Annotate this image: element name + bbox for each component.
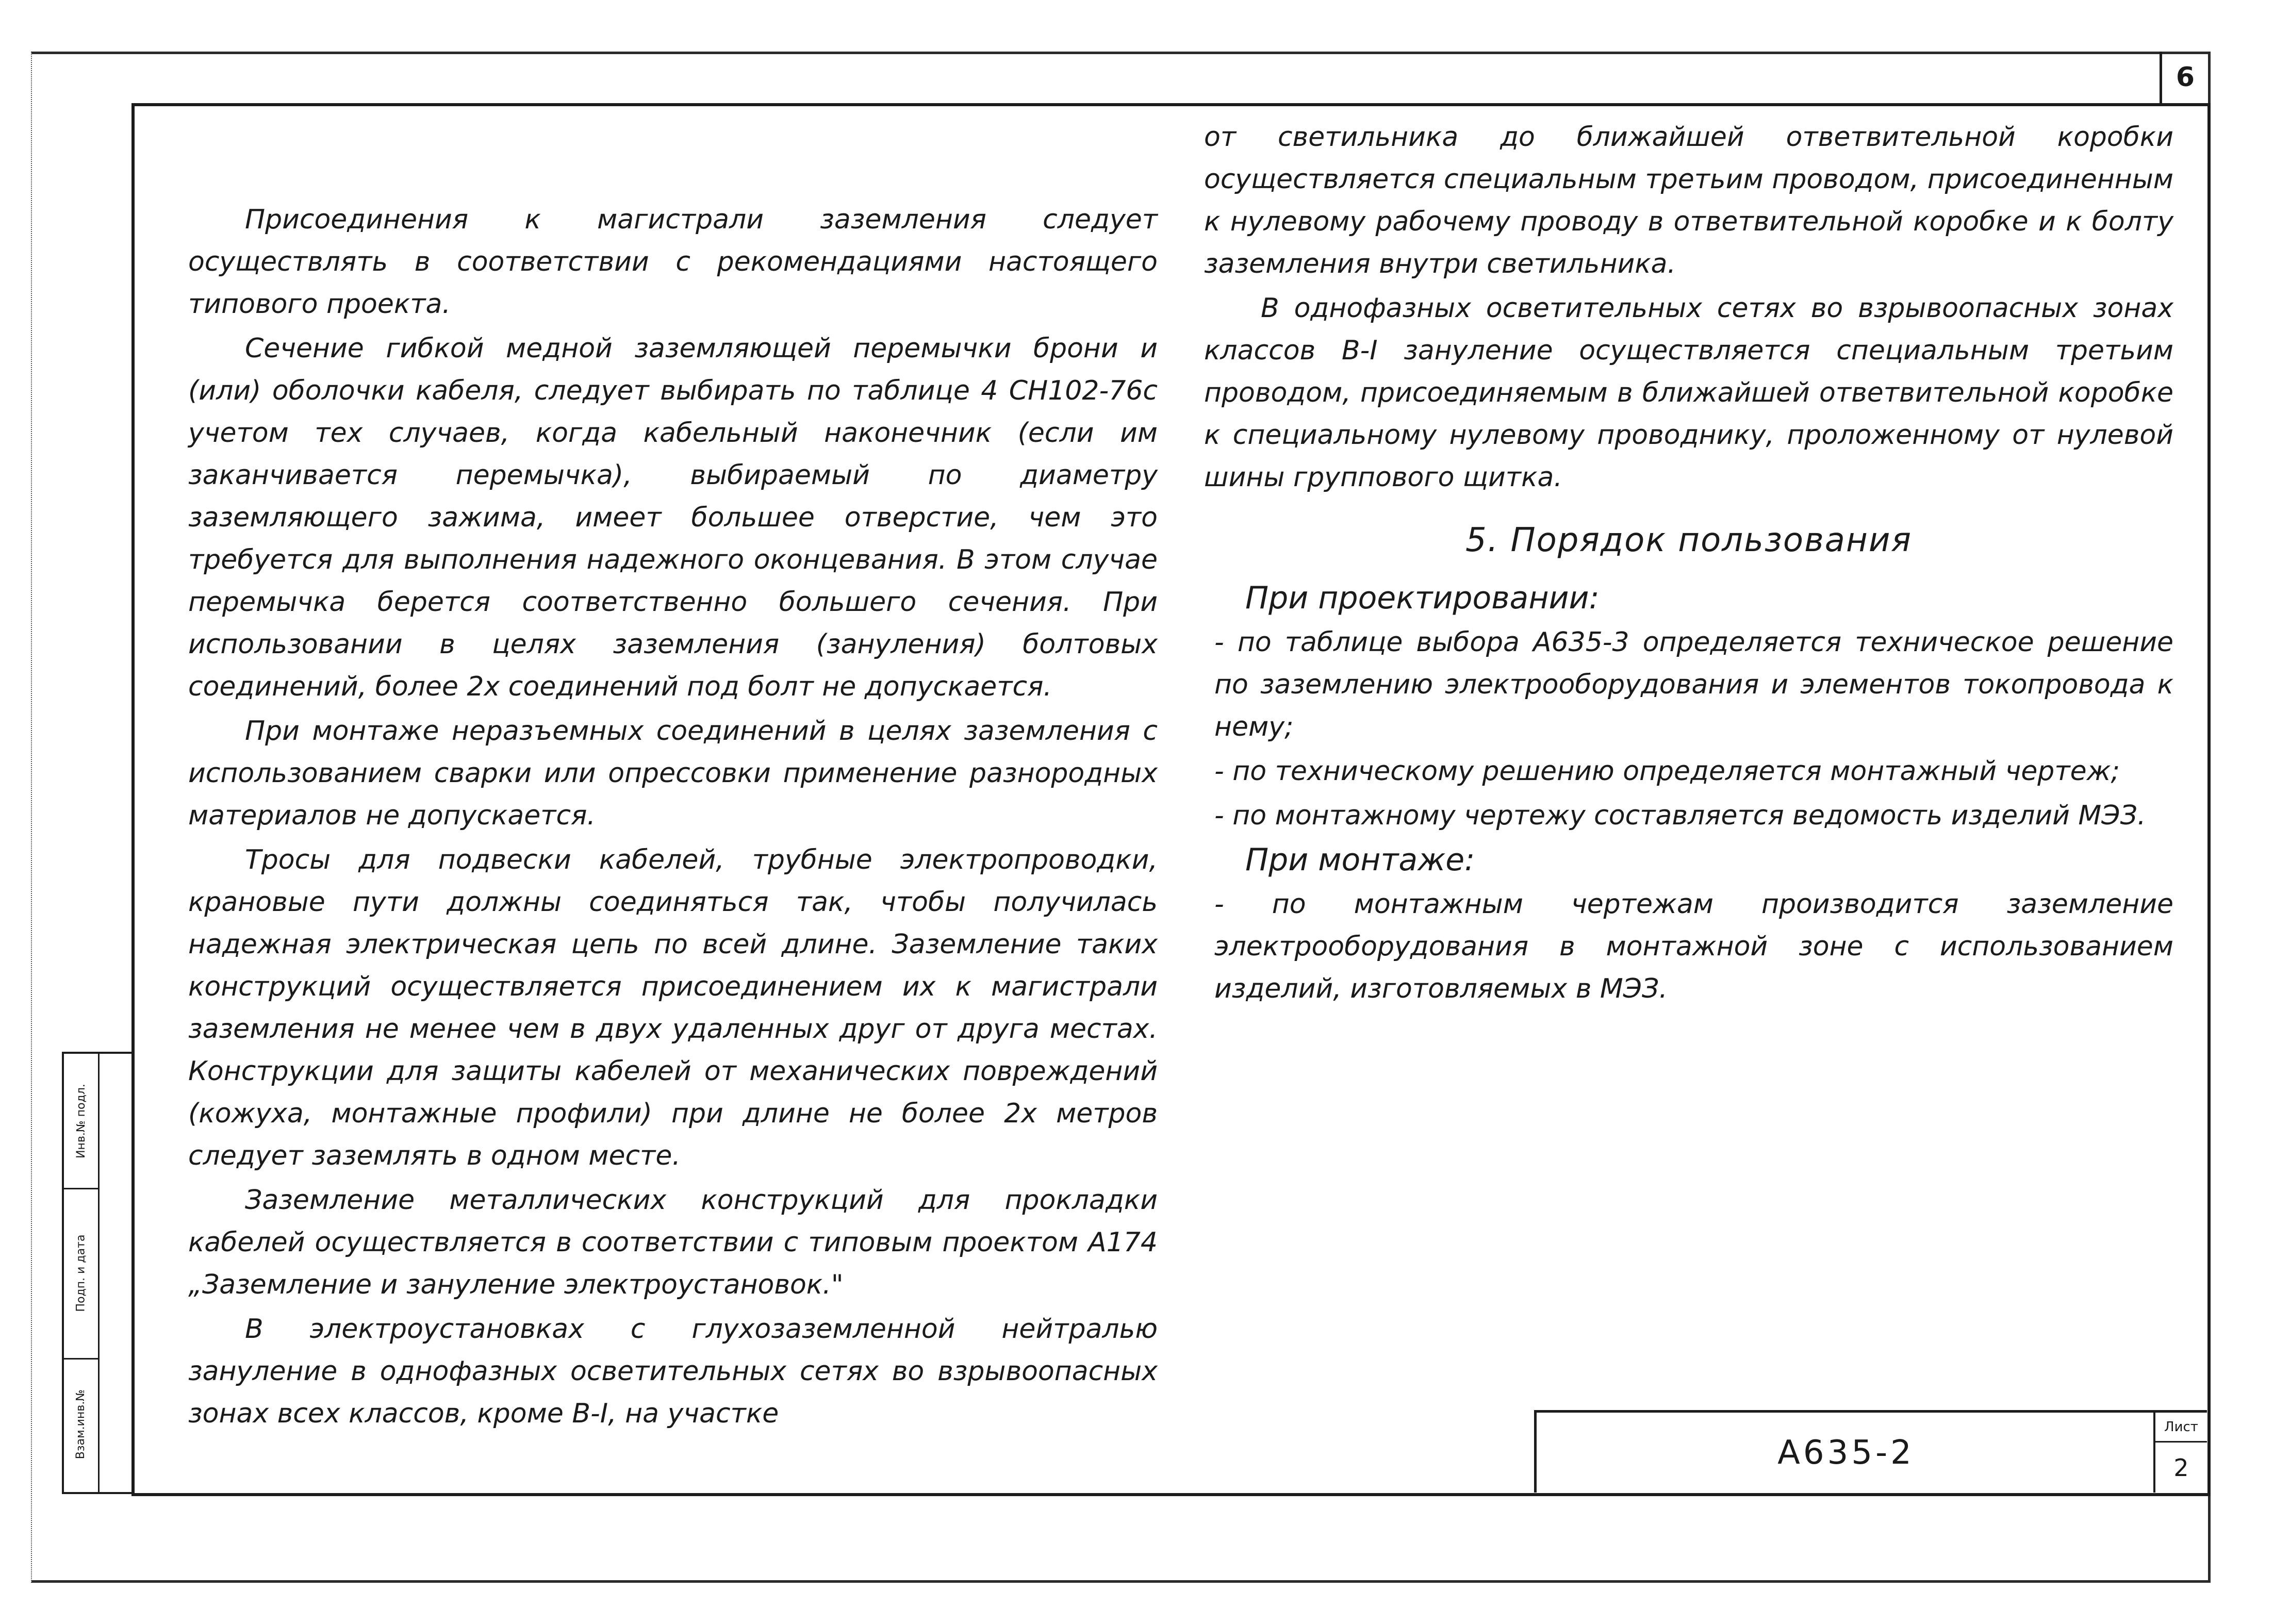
paragraph: В однофазных осветительных сетях во взрывоопасных зонах классов В-I зануление осуществляется специальным третьим проводом, присоединяемым в ближайшей ответвительной коробке к специальному нулевому проводнику, проложенному от нулевой шины группового щитка. xyxy=(1204,293,2173,493)
paragraph: Заземление металлических конструкций для прокладки кабелей осуществляется в соответствии с типовым проектом А174 „Заземление и зануление электроустановок." xyxy=(188,1185,1158,1300)
section-title: 5. Порядок пользования xyxy=(1465,521,1912,559)
left-text-column xyxy=(188,198,1158,1437)
paragraph-continuation: от светильника до ближайшей ответвительной коробки осуществляется специальным третьим проводом, присоединенным к нулевому рабочему проводу в ответвительной коробке и к болту заземления внутри светильника. xyxy=(1204,122,2173,279)
strip-label: Инв.№ подл. xyxy=(74,1083,88,1158)
list-item: - по монтажному чертежу составляется ведомость изделий МЭЗ. xyxy=(1214,800,2146,831)
paragraph: При монтаже неразъемных соединений в целях заземления с использованием сварки или опрессовки применение разнородных материалов не допускается. xyxy=(188,716,1158,831)
strip-cell xyxy=(64,1054,98,1189)
paragraph: Присоединения к магистрали заземления следует осуществлять в соответствии с рекомендациями настоящего типового проекта. xyxy=(188,204,1158,320)
stamp-sheet-label: Лист xyxy=(2155,1413,2207,1443)
paragraph: В электроустановках с глухозаземленной нейтралью зануление в однофазных осветительных сетях во взрывоопасных зонах всех классов, кроме В-I, на участке xyxy=(188,1314,1158,1429)
strip-column-blank xyxy=(100,1054,134,1492)
paragraph: Сечение гибкой медной заземляющей перемычки брони и (или) оболочки кабеля, следует выбирать по таблице 4 СН102-76с учетом тех случаев, когда кабельный наконечник (если им заканчивается перемычка), выбираемый по диаметру заземляющего зажима, имеет большее отверстие, чем это требуется для выполнения надежного оконцевания. В этом случае перемычка берется соответственно большего сечения. При использовании в целях заземления (зануления) болтовых соединений, более 2х соединений под болт не допускается. xyxy=(188,333,1158,702)
right-text-column xyxy=(1204,116,2173,1012)
document-code: А635-2 xyxy=(1777,1433,1915,1472)
strip-label: Взам.инв.№ xyxy=(74,1389,88,1460)
strip-cell xyxy=(64,1358,98,1490)
stamp-sheet-box xyxy=(2153,1413,2207,1493)
title-side-strip xyxy=(62,1052,134,1494)
strip-cell xyxy=(64,1188,98,1360)
stamp-sheet-number: 2 xyxy=(2173,1453,2189,1482)
list-item: - по таблице выбора А635-3 определяется техническое решение по заземлению электрооборудования и элементов токопровода к нему; xyxy=(1214,627,2173,742)
install-heading: При монтаже: xyxy=(1245,842,1475,878)
title-block-stamp xyxy=(1534,1410,2207,1493)
strip-column-inv xyxy=(64,1054,100,1492)
design-heading: При проектировании: xyxy=(1245,580,1600,616)
sheet-number: 6 xyxy=(2160,52,2209,106)
list-item: - по монтажным чертежам производится заземление электрооборудования в монтажной зоне с использованием изделий, изготовляемых в МЭЗ. xyxy=(1214,889,2173,1004)
strip-label: Подп. и дата xyxy=(74,1234,88,1312)
paragraph: Тросы для подвески кабелей, трубные электропроводки, крановые пути должны соединяться так, чтобы получилась надежная электрическая цепь по всей длине. Заземление таких конструкций осуществляется присоединением их к магистрали заземления не менее чем в двух удаленных друг от друга местах. Конструкции для защиты кабелей от механических повреждений (кожуха, монтажные профили) при длине не более 2х метров следует заземлять в одном месте. xyxy=(188,844,1158,1171)
list-item: - по техническому решению определяется монтажный чертеж; xyxy=(1214,756,2120,787)
